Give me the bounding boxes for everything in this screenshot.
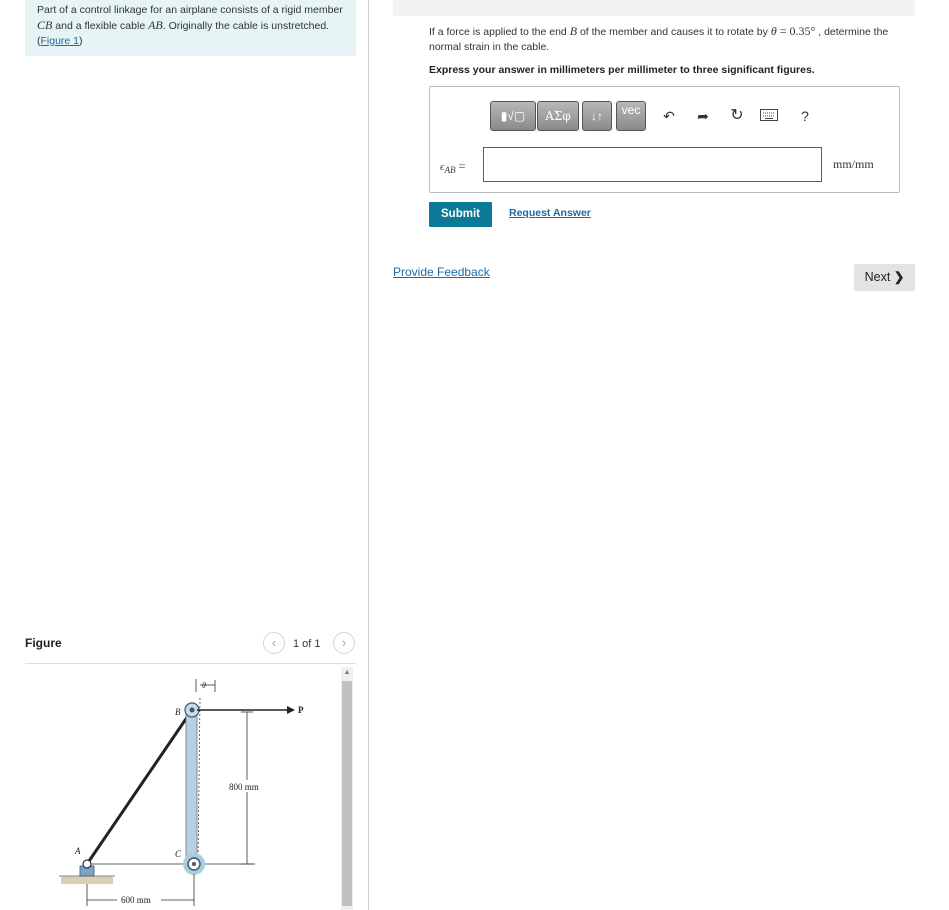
label-theta: θ — [202, 681, 206, 690]
linkage-figure — [55, 670, 325, 910]
problem-text: . Originally the cable is unstretched. ( — [37, 20, 330, 47]
keyboard-icon[interactable] — [760, 107, 778, 125]
submit-button[interactable]: Submit — [429, 202, 492, 227]
redo-icon[interactable]: ➦ — [697, 108, 709, 124]
templates-button[interactable]: ▮√▢ — [490, 101, 536, 131]
label-p: P — [298, 705, 304, 715]
scroll-up-icon[interactable]: ▲ — [343, 669, 351, 676]
label-subscript: AB — [444, 165, 456, 176]
undo-icon[interactable]: ↶ — [663, 108, 675, 124]
problem-statement — [25, 0, 356, 56]
answer-input[interactable] — [483, 147, 822, 182]
figure-next-button[interactable] — [333, 632, 355, 654]
ground-hatch — [61, 876, 113, 884]
figure-header — [25, 632, 356, 662]
figure-counter: 1 of 1 — [293, 638, 321, 650]
label-a: A — [75, 846, 81, 856]
greek-symbols-button[interactable]: ΑΣφ — [537, 101, 579, 131]
provide-feedback-link[interactable]: Provide Feedback — [393, 265, 490, 279]
question-header-bar — [393, 0, 915, 16]
label-b: B — [175, 707, 181, 717]
chevron-right-icon: › — [341, 635, 347, 650]
equals-sign: = — [776, 24, 790, 38]
label-c: C — [175, 849, 182, 859]
epsilon-symbol: ϵ — [440, 161, 445, 173]
subscript-button[interactable]: ↓↑ — [582, 101, 612, 131]
member-cb — [186, 708, 197, 864]
problem-text: and a flexible cable — [52, 20, 149, 32]
vector-button[interactable]: vec — [616, 101, 646, 131]
question-text — [429, 24, 919, 55]
chevron-left-icon: ‹ — [271, 635, 277, 650]
angle-value: 0.35° — [789, 24, 816, 38]
figure-prev-button[interactable] — [263, 632, 285, 654]
figure-link[interactable]: Figure 1 — [40, 35, 80, 47]
next-label: Next — [864, 270, 891, 284]
answer-unit: mm/mm — [833, 157, 874, 171]
problem-text: ) — [79, 35, 83, 47]
answer-label — [440, 159, 465, 175]
help-button[interactable]: ? — [801, 108, 809, 124]
var-b: B — [569, 24, 578, 38]
label-600mm: 600 mm — [121, 895, 151, 905]
answer-instruction: Express your answer in millimeters per millimeter to three significant figures. — [429, 64, 815, 76]
cable-ab — [87, 710, 192, 864]
reset-icon[interactable]: ↻ — [730, 107, 744, 124]
var-cb: CB — [37, 18, 53, 32]
figure-title: Figure — [25, 636, 62, 650]
answer-box — [429, 86, 900, 193]
pin-c-center — [192, 862, 196, 866]
rotated-position — [198, 698, 200, 864]
var-theta: θ — [770, 24, 777, 38]
next-button[interactable] — [854, 264, 915, 291]
arrow-head-icon — [287, 706, 295, 714]
scroll-thumb[interactable] — [342, 681, 352, 906]
problem-text: Part of a control linkage for an airplane consists of a rigid member — [37, 4, 343, 16]
divider — [25, 663, 356, 664]
question-text-part: of the member and causes it to rotate by — [577, 26, 771, 38]
pin-b-center — [190, 708, 195, 713]
pin-a — [83, 860, 91, 868]
question-text-part: If a force is applied to the end — [429, 26, 570, 38]
var-ab: AB — [148, 18, 163, 32]
label-800mm: 800 mm — [229, 782, 259, 792]
figure-scrollbar[interactable] — [341, 667, 353, 910]
chevron-right-icon: ❯ — [893, 270, 905, 284]
label-equals: = — [455, 159, 466, 173]
request-answer-link[interactable]: Request Answer — [509, 207, 591, 219]
question-text-part: , determine the normal strain in the cable. — [429, 26, 889, 53]
keyboard-glyph — [760, 109, 778, 121]
left-pane — [0, 0, 369, 910]
